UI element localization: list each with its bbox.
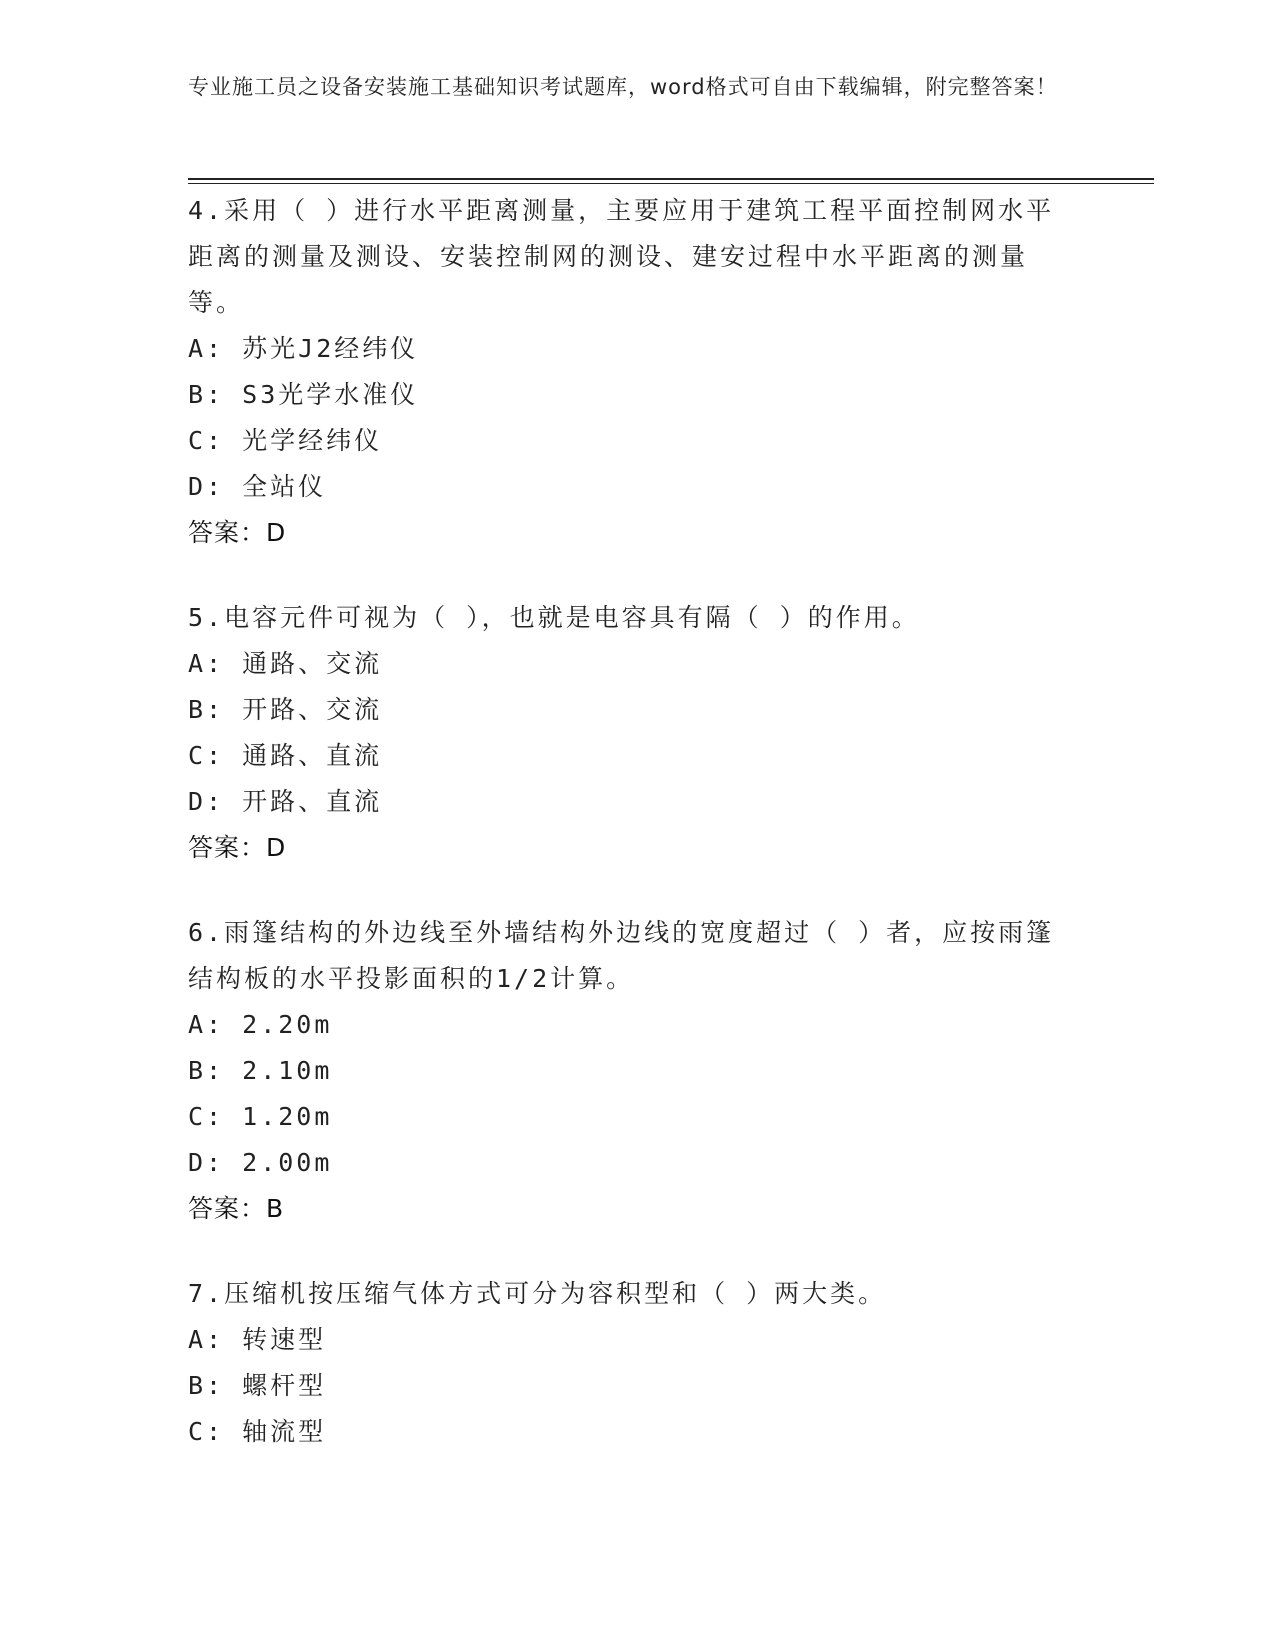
question-list: [188, 188, 1088, 1494]
header-divider-thin: [188, 183, 1154, 184]
option-a: A: 苏光J2经纬仪: [188, 334, 419, 363]
header-divider-thick: [188, 178, 1154, 180]
option-b: B: 螺杆型: [188, 1371, 327, 1400]
option-d: D: 开路、直流: [188, 787, 383, 816]
option-d: D: 全站仪: [188, 472, 327, 501]
header-title: 专业施工员之设备安装施工基础知识考试题库，word格式可自由下载编辑，附完整答案！: [188, 75, 1058, 99]
option-d: D: 2.00m: [188, 1148, 333, 1177]
option-c: C: 轴流型: [188, 1417, 327, 1446]
option-b: B: S3光学水准仪: [188, 380, 419, 409]
question-text: 6.雨篷结构的外边线至外墙结构外边线的宽度超过（ ）者，应按雨篷结构板的水平投影面积的1/2计算。: [188, 918, 1055, 993]
question-4: [188, 188, 1088, 556]
question-5: [188, 595, 1088, 871]
answer-label: 答案：B: [188, 1194, 285, 1223]
answer-label: 答案：D: [188, 833, 287, 862]
option-a: A: 通路、交流: [188, 649, 383, 678]
option-a: A: 2.20m: [188, 1010, 333, 1039]
option-a: A: 转速型: [188, 1325, 327, 1354]
question-7: [188, 1271, 1088, 1455]
option-b: B: 2.10m: [188, 1056, 333, 1085]
question-text: 7.压缩机按压缩气体方式可分为容积型和（ ）两大类。: [188, 1279, 887, 1308]
option-b: B: 开路、交流: [188, 695, 383, 724]
option-c: C: 1.20m: [188, 1102, 333, 1131]
question-text: 5.电容元件可视为（ ），也就是电容具有隔（ ）的作用。: [188, 603, 920, 632]
answer-label: 答案：D: [188, 518, 287, 547]
document-header: [188, 72, 1068, 103]
option-c: C: 光学经纬仪: [188, 426, 383, 455]
question-6: [188, 910, 1088, 1232]
option-c: C: 通路、直流: [188, 741, 383, 770]
question-text: 4.采用（ ）进行水平距离测量，主要应用于建筑工程平面控制网水平距离的测量及测设、安装控制网的测设、建安过程中水平距离的测量等。: [188, 196, 1055, 317]
